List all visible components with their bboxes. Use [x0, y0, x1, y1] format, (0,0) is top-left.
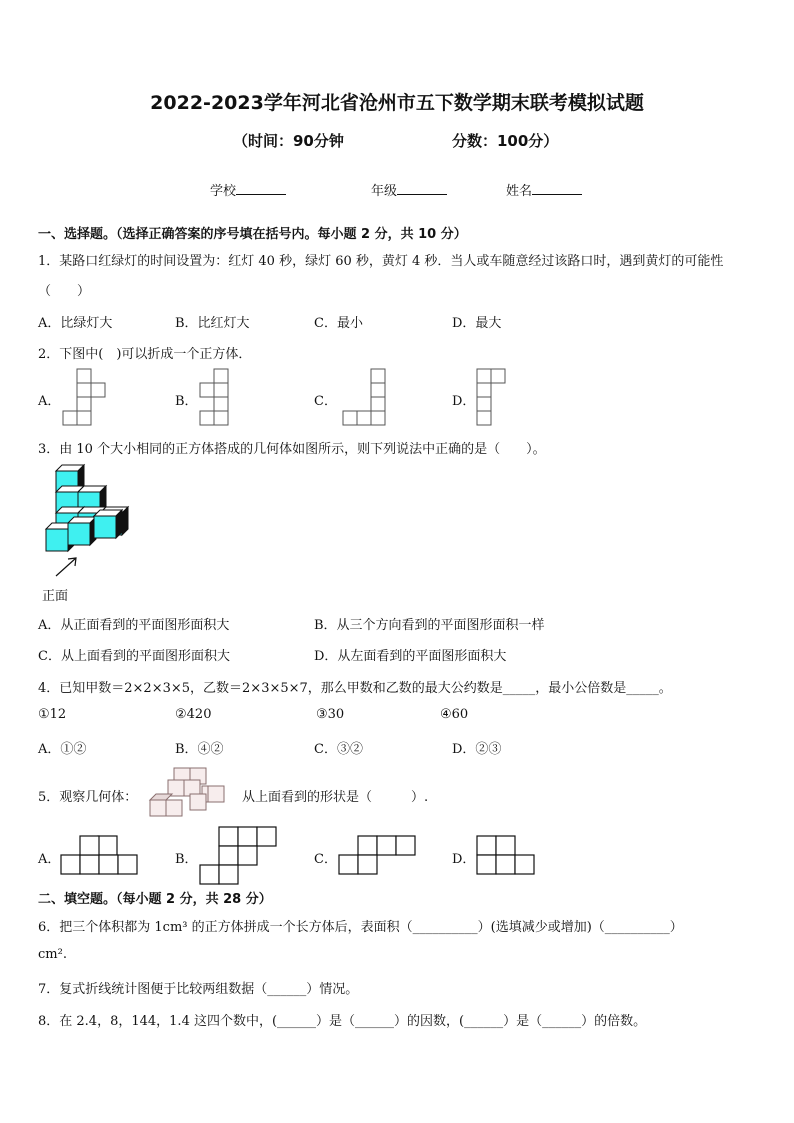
q6-unit: cm². [38, 947, 67, 962]
q5-suffix: 从上面看到的形状是（ ）. [242, 790, 429, 805]
q2-net-a [60, 367, 110, 429]
q4-option-b[interactable]: B．④② [175, 742, 224, 757]
q3-cube-stack [38, 462, 138, 582]
q1-option-a[interactable]: A．比绿灯大 [38, 316, 113, 331]
q5-option-b[interactable]: B． [175, 852, 198, 867]
section-1-title: 一、选择题。（选择正确答案的序号填在括号内。每小题 2 分，共 10 分） [38, 227, 467, 242]
q2-option-c[interactable]: C． [314, 394, 337, 409]
exam-time: （时间：90分钟 [233, 132, 344, 150]
name-label: 姓名 [506, 184, 533, 199]
q2-option-d[interactable]: D． [452, 394, 476, 409]
school-label: 学校 [210, 184, 237, 199]
name-blank[interactable] [532, 182, 582, 195]
q3-option-d[interactable]: D．从左面看到的平面图形面积大 [314, 649, 507, 664]
grade-blank[interactable] [397, 182, 447, 195]
q5-option-a[interactable]: A． [38, 852, 61, 867]
page-title: 2022-2023学年河北省沧州市五下数学期末联考模拟试题 [150, 92, 644, 114]
q5-shape-d [476, 835, 538, 875]
q8-text: 8．在 2.4，8，144，1.4 这四个数中，(______）是（______）的因数，(______）是（______）的倍数。 [38, 1014, 647, 1029]
q2-net-d [474, 367, 514, 429]
q4-choice-4: ④60 [440, 707, 469, 722]
q2-option-b[interactable]: B． [175, 394, 198, 409]
q1-text: 1．某路口红绿灯的时间设置为：红灯 40 秒，绿灯 60 秒，黄灯 4 秒．当人或车随意经过该路口时，遇到黄灯的可能性 [38, 254, 724, 269]
q6-text: 6．把三个体积都为 1cm³ 的正方体拼成一个长方体后，表面积（__________）(选填减少或增加)（__________） [38, 920, 683, 935]
q3-option-b[interactable]: B．从三个方向看到的平面图形面积一样 [314, 618, 545, 633]
q1-option-c[interactable]: C．最小 [314, 316, 363, 331]
q2-option-a[interactable]: A． [38, 394, 61, 409]
school-field[interactable] [210, 180, 286, 199]
q1-paren: （ ） [38, 284, 91, 299]
q1-option-d[interactable]: D．最大 [452, 316, 502, 331]
q4-option-c[interactable]: C．③② [314, 742, 363, 757]
q7-text: 7．复式折线统计图便于比较两组数据（______）情况。 [38, 982, 359, 997]
q5-shape-a [60, 835, 142, 875]
q4-option-a[interactable]: A．①② [38, 742, 87, 757]
q3-option-a[interactable]: A．从正面看到的平面图形面积大 [38, 618, 230, 633]
school-blank[interactable] [236, 182, 286, 195]
q3-front-label: 正面 [42, 589, 69, 604]
q3-text: 3．由 10 个大小相同的正方体搭成的几何体如图所示，则下列说法中正确的是（ ）。 [38, 442, 546, 457]
grade-label: 年级 [371, 184, 398, 199]
grade-field[interactable] [371, 180, 447, 199]
section-2-title: 二、填空题。（每小题 2 分，共 28 分） [38, 892, 272, 907]
name-field[interactable] [506, 180, 582, 199]
q4-choice-2: ②420 [175, 707, 212, 722]
q5-shape-b [199, 826, 279, 886]
exam-score: 分数：100分） [452, 132, 559, 150]
q2-net-b [197, 367, 237, 429]
q4-option-d[interactable]: D．②③ [452, 742, 502, 757]
q5-solid [146, 766, 232, 820]
q2-text: 2．下图中( )可以折成一个正方体． [38, 347, 252, 362]
q5-option-c[interactable]: C． [314, 852, 337, 867]
q4-text: 4．已知甲数＝2×2×3×5，乙数＝2×3×5×7，那么甲数和乙数的最大公约数是_____，最小公倍数是_____。 [38, 681, 672, 696]
q4-choice-3: ③30 [316, 707, 345, 722]
q5-shape-c [338, 835, 420, 875]
q1-option-b[interactable]: B．比红灯大 [175, 316, 250, 331]
q2-net-c [340, 367, 392, 429]
q5-option-d[interactable]: D． [452, 852, 476, 867]
q3-option-c[interactable]: C．从上面看到的平面图形面积大 [38, 649, 230, 664]
q4-choice-1: ①12 [38, 707, 67, 722]
q5-prefix: 5．观察几何体： [38, 790, 138, 805]
